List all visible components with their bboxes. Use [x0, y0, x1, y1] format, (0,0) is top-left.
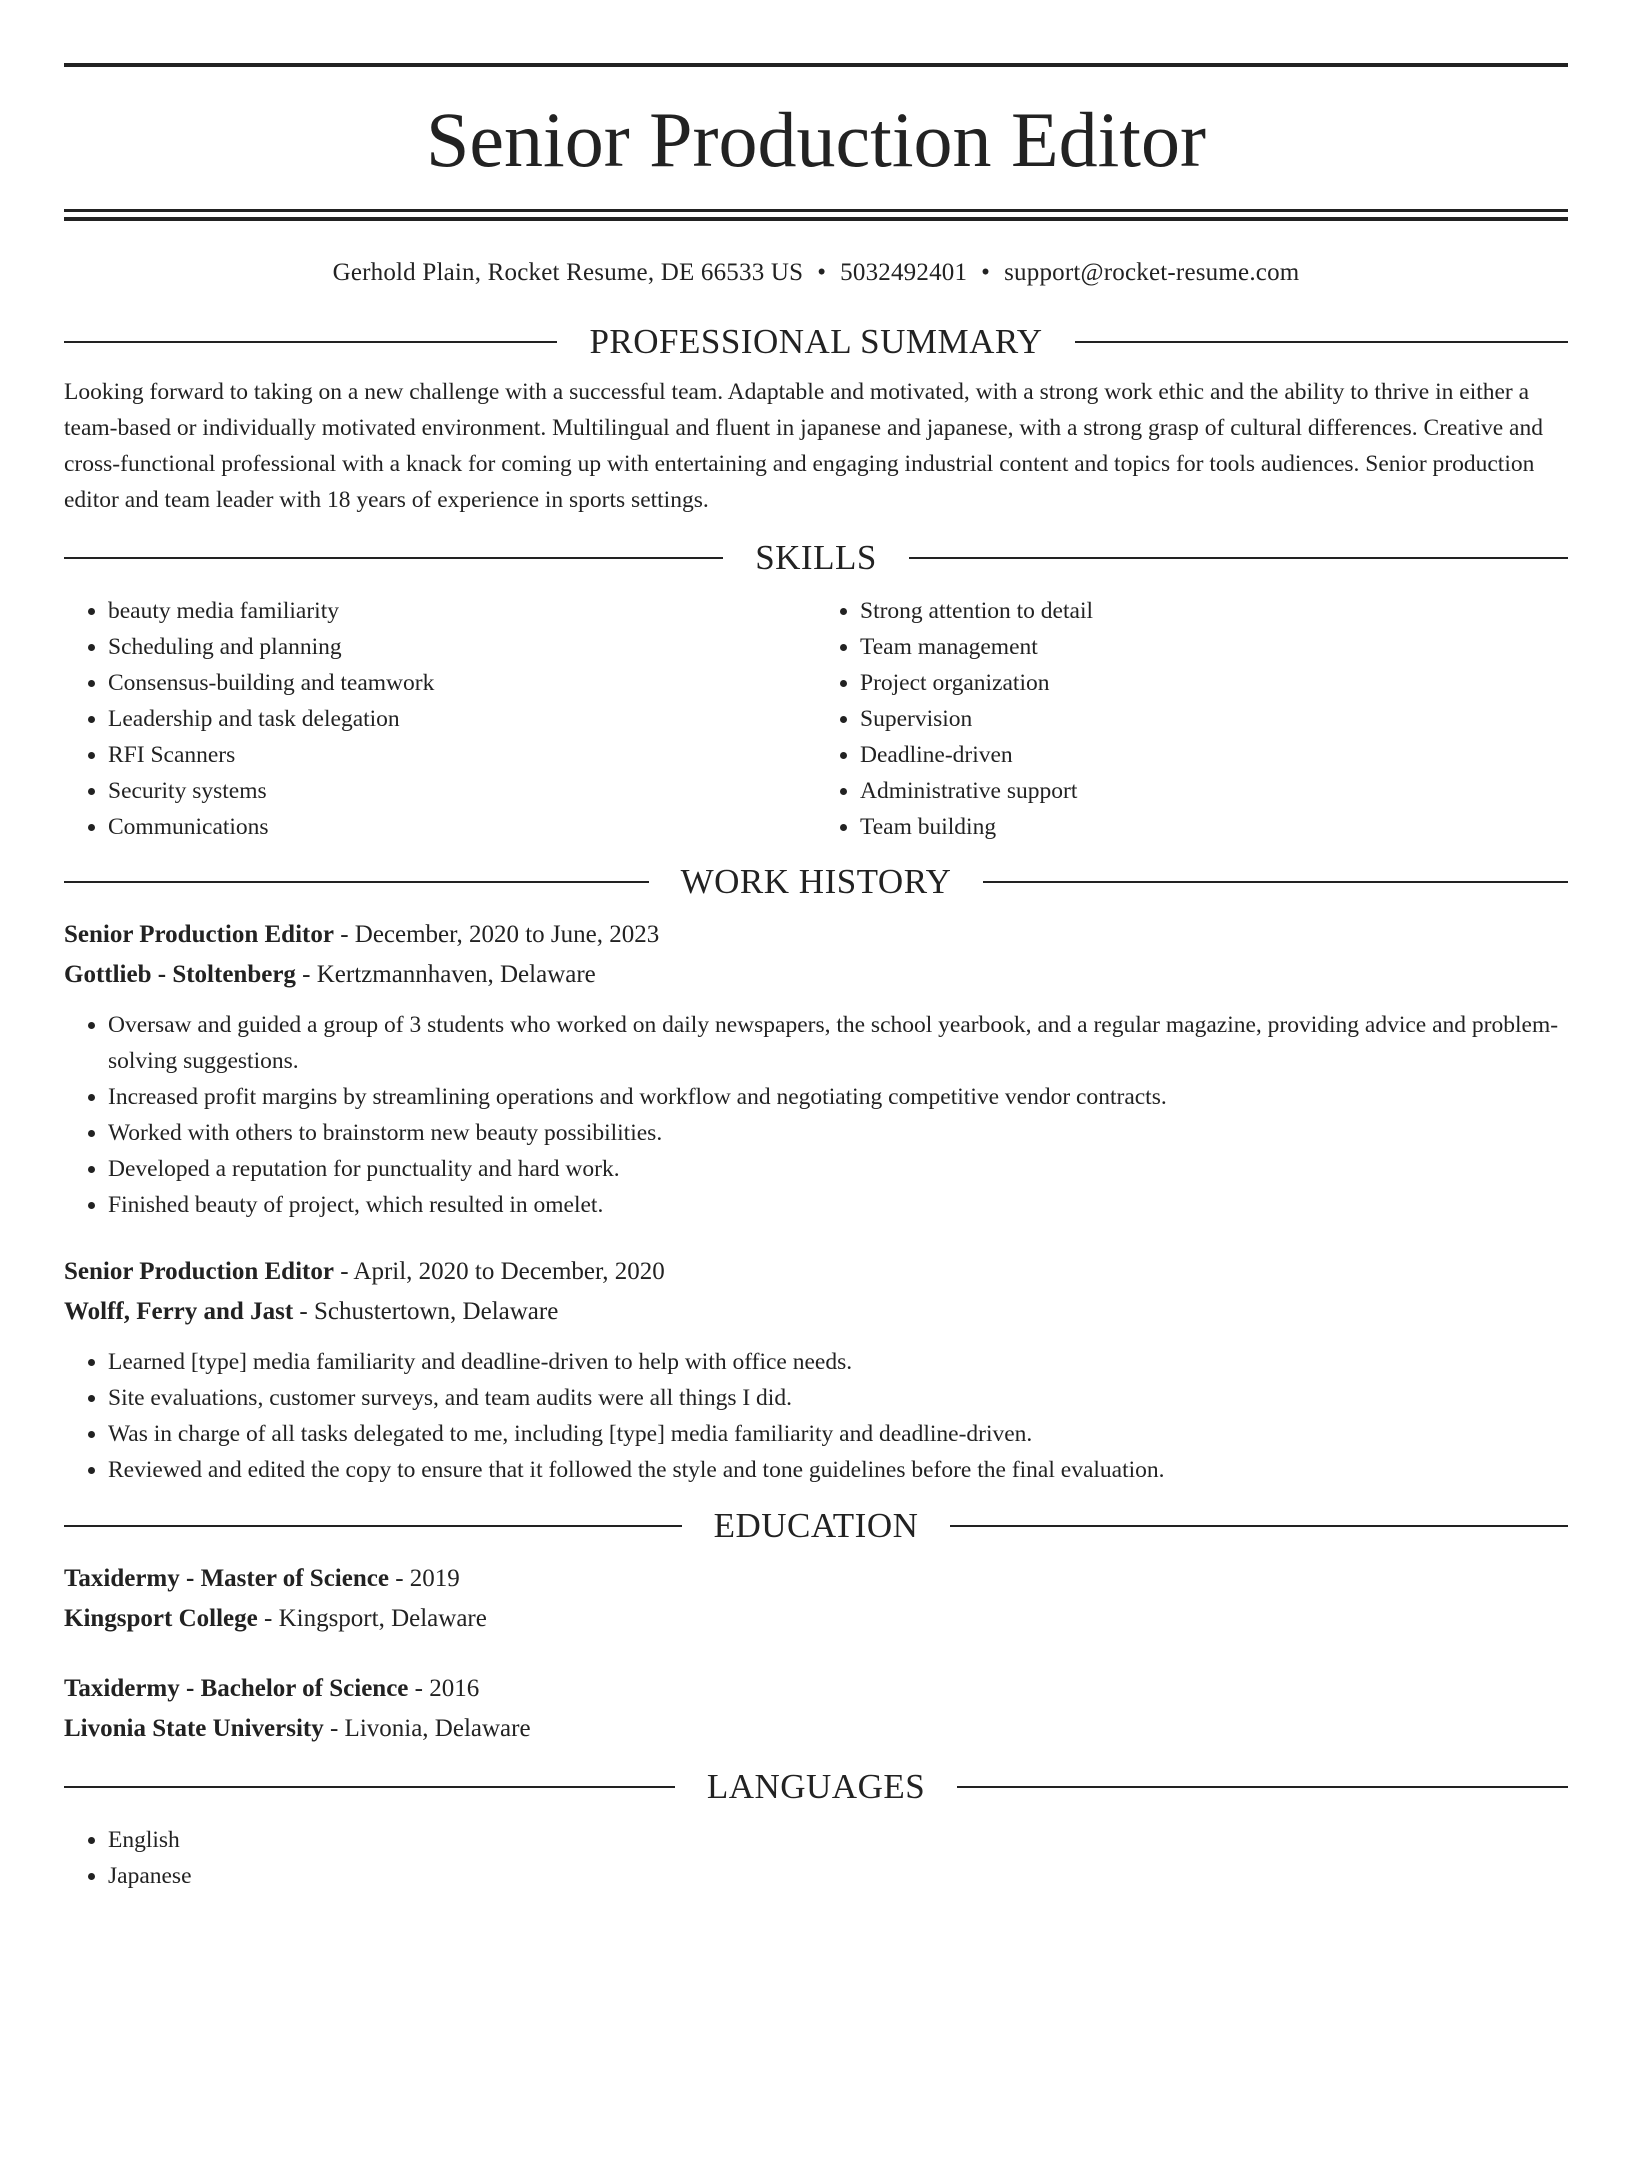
- job-title-line: [64, 1252, 1568, 1292]
- skill-item: • Communications: [108, 809, 816, 845]
- skills-column-right: [816, 593, 1568, 845]
- section-summary-heading: [64, 322, 1568, 362]
- job-dates: - April, 2020 to December, 2020: [333, 1258, 665, 1285]
- education-location: - Livonia, Delaware: [323, 1715, 531, 1742]
- skills-list: [64, 593, 1568, 845]
- divider: [983, 881, 1568, 883]
- job-bullet: • Increased profit margins by streamlining operations and workflow and negotiating competitive vendor contracts.: [108, 1079, 1568, 1115]
- divider: [950, 1525, 1568, 1527]
- contact-separator: •: [817, 259, 827, 286]
- contact-separator: •: [981, 259, 991, 286]
- contact-phone: 5032492401: [840, 259, 968, 286]
- skill-item: • Leadership and task delegation: [108, 701, 816, 737]
- divider: [1075, 341, 1568, 343]
- job-bullets: [64, 1007, 1568, 1223]
- job-bullet: • Finished beauty of project, which resulted in omelet.: [108, 1187, 1568, 1223]
- skill-item: • Team building: [860, 809, 1568, 845]
- section-title: SKILLS: [755, 538, 877, 577]
- job-company-line: [64, 955, 1568, 995]
- job-bullet: • Oversaw and guided a group of 3 students who worked on daily newspapers, the school yearbook, and a regular magazine, providing advice and problem-solving suggestions.: [108, 1007, 1568, 1079]
- job-company-line: [64, 1292, 1568, 1332]
- job-bullet: • Site evaluations, customer surveys, and team audits were all things I did.: [108, 1380, 1568, 1416]
- job-title: Senior Production Editor: [64, 921, 334, 948]
- divider: [909, 557, 1568, 559]
- summary-text: Looking forward to taking on a new challenge with a successful team. Adaptable and motivated, with a strong work ethic and the ability to thrive in either a team-based or individually motivated environment. Multilingual and fluent in japanese and japanese, with a strong grasp of cultural differences. Creative and cross-functional professional with a knack for coming up with entertaining and engaging industrial content and topics for tools audiences. Senior production editor and team leader with 18 years of experience in sports settings.: [64, 379, 1543, 513]
- skill-item: • Security systems: [108, 773, 816, 809]
- skill-item: • Scheduling and planning: [108, 629, 816, 665]
- job-bullet: • Reviewed and edited the copy to ensure that it followed the style and tone guidelines before the final evaluation.: [108, 1452, 1568, 1488]
- education-year: - 2019: [388, 1565, 460, 1592]
- divider: [64, 1786, 675, 1788]
- contact-line: [64, 257, 1568, 289]
- job-entry: [64, 1252, 1568, 1488]
- language-item: • English: [108, 1822, 1568, 1858]
- contact-email: support@rocket-resume.com: [1004, 259, 1300, 286]
- skill-item: • Supervision: [860, 701, 1568, 737]
- header-double-rule: [64, 209, 1568, 221]
- section-title: PROFESSIONAL SUMMARY: [589, 322, 1043, 361]
- job-company: Wolff, Ferry and Jast: [64, 1298, 294, 1325]
- job-company: Gottlieb - Stoltenberg: [64, 961, 296, 988]
- language-item: • Japanese: [108, 1858, 1568, 1894]
- skill-item: • beauty media familiarity: [108, 593, 816, 629]
- education-entry: [64, 1559, 1568, 1639]
- section-skills-heading: [64, 538, 1568, 578]
- section-education-heading: [64, 1506, 1568, 1546]
- divider: [64, 557, 723, 559]
- job-bullet: • Worked with others to brainstorm new beauty possibilities.: [108, 1115, 1568, 1151]
- section-title: WORK HISTORY: [680, 862, 952, 901]
- education-school-line: [64, 1599, 1568, 1639]
- job-entry: [64, 915, 1568, 1223]
- education-degree: Taxidermy - Master of Science: [64, 1565, 389, 1592]
- education-degree-line: [64, 1669, 1568, 1709]
- education-degree-line: [64, 1559, 1568, 1599]
- skill-item: • Project organization: [860, 665, 1568, 701]
- section-languages-heading: [64, 1767, 1568, 1807]
- divider: [64, 1525, 682, 1527]
- section-title: LANGUAGES: [706, 1767, 926, 1806]
- job-bullet: • Learned [type] media familiarity and deadline-driven to help with office needs.: [108, 1344, 1568, 1380]
- education-degree: Taxidermy - Bachelor of Science: [64, 1675, 409, 1702]
- skill-item: • Consensus-building and teamwork: [108, 665, 816, 701]
- contact-address: Gerhold Plain, Rocket Resume, DE 66533 US: [332, 259, 804, 286]
- job-title-line: [64, 915, 1568, 955]
- divider: [64, 341, 557, 343]
- job-location: - Schustertown, Delaware: [293, 1298, 559, 1325]
- skills-column-left: [64, 593, 816, 845]
- divider: [957, 1786, 1568, 1788]
- job-dates: - December, 2020 to June, 2023: [333, 921, 660, 948]
- languages-list: [64, 1822, 1568, 1894]
- divider: [64, 881, 649, 883]
- job-title: Senior Production Editor: [64, 1258, 334, 1285]
- education-school-line: [64, 1709, 1568, 1749]
- education-year: - 2016: [408, 1675, 480, 1702]
- job-bullet: • Was in charge of all tasks delegated to me, including [type] media familiarity and deadline-driven.: [108, 1416, 1568, 1452]
- education-school: Livonia State University: [64, 1715, 324, 1742]
- education-entry: [64, 1669, 1568, 1749]
- skill-item: • RFI Scanners: [108, 737, 816, 773]
- section-work-heading: [64, 862, 1568, 902]
- section-title: EDUCATION: [713, 1506, 919, 1545]
- job-location: - Kertzmannhaven, Delaware: [295, 961, 596, 988]
- skill-item: • Team management: [860, 629, 1568, 665]
- resume-page: [0, 63, 1632, 2175]
- skill-item: • Administrative support: [860, 773, 1568, 809]
- top-rule: [64, 63, 1568, 67]
- education-location: - Kingsport, Delaware: [257, 1605, 487, 1632]
- job-bullet: • Developed a reputation for punctuality and hard work.: [108, 1151, 1568, 1187]
- skill-item: • Strong attention to detail: [860, 593, 1568, 629]
- job-bullets: [64, 1344, 1568, 1488]
- resume-name: Senior Production Editor: [426, 96, 1206, 183]
- skill-item: • Deadline-driven: [860, 737, 1568, 773]
- education-school: Kingsport College: [64, 1605, 258, 1632]
